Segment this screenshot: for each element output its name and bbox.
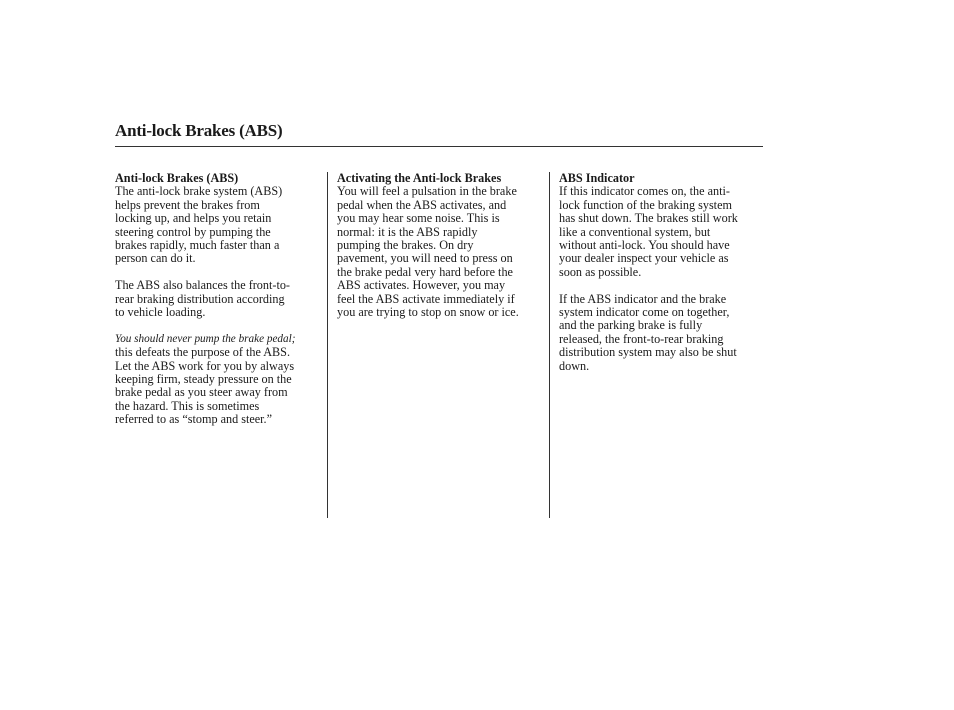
text-line: feel the ABS activate immediately if [337,291,515,306]
text-line: If this indicator comes on, the anti- [559,184,730,199]
text-line: ABS activates. However, you may [337,278,506,293]
paragraph [115,333,320,427]
text-line: soon as possible. [559,264,642,279]
text-line: without anti-lock. You should have [559,238,730,253]
text-line: the brake pedal very hard before the [337,264,513,279]
text-line: lock function of the braking system [559,197,732,212]
text-line: distribution system may also be shut [559,345,737,360]
text-line: referred to as “stomp and steer.” [115,412,273,427]
text-line: your dealer inspect your vehicle as [559,251,729,266]
text-line: pumping the brakes. On dry [337,238,474,253]
text-line: pedal when the ABS activates, and [337,197,507,212]
text-line: you may hear some noise. This is [337,211,500,226]
paragraph [115,279,320,319]
column-divider [549,172,550,518]
text-line: the hazard. This is sometimes [115,398,260,413]
paragraph [337,185,543,319]
page-title: Anti-lock Brakes (ABS) [115,121,283,140]
paragraph [115,185,320,265]
column-heading: Anti-lock Brakes (ABS) [115,171,239,185]
text-line: If the ABS indicator and the brake [559,291,727,306]
text-line: The anti-lock brake system (ABS) [115,184,283,199]
text-line: normal: it is the ABS rapidly [337,224,478,239]
text-line: and the parking brake is fully [559,318,703,333]
text-line: this defeats the purpose of the ABS. [115,345,290,360]
column-heading: Activating the Anti-lock Brakes [337,171,502,185]
text-line: pavement, you will need to press on [337,251,513,266]
column-abs-overview [115,172,320,427]
column-abs-indicator [559,172,765,373]
text-line: The ABS also balances the front-to- [115,278,290,293]
title-rule [115,146,763,147]
text-line: system indicator come on together, [559,305,730,320]
text-line: like a conventional system, but [559,224,711,239]
text-line: rear braking distribution according [115,291,285,306]
text-line: steering control by pumping the [115,224,271,239]
text-line: helps prevent the brakes from [115,197,260,212]
text-line: brakes rapidly, much faster than a [115,238,280,253]
column-divider [327,172,328,518]
text-line: to vehicle loading. [115,305,206,320]
text-line: has shut down. The brakes still work [559,211,738,226]
column-heading: ABS Indicator [559,171,635,185]
text-line: released, the front-to-rear braking [559,331,724,346]
text-line: down. [559,358,590,373]
column-activating-abs [337,172,543,319]
text-line: person can do it. [115,251,196,266]
text-line: You will feel a pulsation in the brake [337,184,517,199]
text-line: brake pedal as you steer away from [115,385,288,400]
text-line: keeping firm, steady pressure on the [115,372,292,387]
text-line: locking up, and helps you retain [115,211,272,226]
paragraph [559,293,765,373]
italic-lead: You should never pump the brake pedal; [115,332,296,345]
paragraph [559,185,765,279]
text-line: Let the ABS work for you by always [115,358,295,373]
text-line: you are trying to stop on snow or ice. [337,305,519,320]
